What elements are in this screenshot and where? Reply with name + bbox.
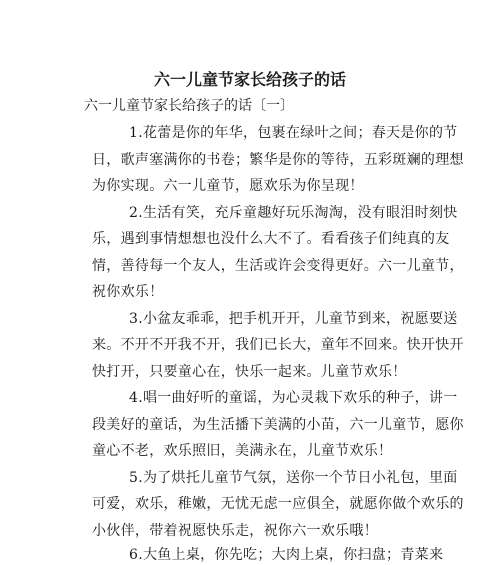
paragraph-3-line-3: 快打开，只要童心在，快乐一起来。儿童节欢乐！ — [92, 364, 407, 380]
paragraph-2-line-3: 情，善待每一个友人，生活或许会变得更好。六一儿童节， — [92, 258, 464, 274]
paragraph-5-line-2: 可爱，欢乐，稚嫩，无忧无虑一应俱全，就愿你做个欢乐的 — [92, 496, 464, 512]
paragraph-1-line-1: 1.花蕾是你的年华，包裹在绿叶之间；春天是你的节 — [129, 125, 458, 141]
paragraph-2-line-2: 乐，遇到事情想想也没什么大不了。看看孩子们纯真的友 — [92, 231, 450, 247]
paragraph-2-line-1: 2.生活有笑，充斥童趣好玩乐淘淘，没有眼泪时刻快 — [129, 205, 458, 221]
paragraph-4-line-1: 4.唱一曲好听的童谣，为心灵栽下欢乐的种子，讲一 — [129, 390, 458, 406]
paragraph-1-line-3: 为你实现。六一儿童节，愿欢乐为你呈现！ — [92, 178, 364, 194]
paragraph-6-line-1: 6.大鱼上桌，你先吃；大肉上桌，你扫盘；青菜来 — [129, 547, 444, 563]
paragraph-3-line-2: 来。不开不开我不开，我们已长大，童年不回来。快开快开 — [92, 337, 464, 353]
paragraph-1-line-2: 日，歌声塞满你的书卷；繁华是你的等待，五彩斑斓的理想 — [92, 152, 464, 168]
paragraph-4-line-3: 童心不老，欢乐照旧，美满永在，儿童节欢乐！ — [92, 443, 393, 459]
paragraph-3-line-1: 3.小盆友乖乖，把手机开开，儿童节到来，祝愿要送 — [129, 311, 458, 327]
paragraph-4-line-2: 段美好的童话，为生活播下美满的小苗，六一儿童节，愿你 — [92, 417, 464, 433]
paragraph-2-line-4: 祝你欢乐！ — [92, 284, 164, 300]
paragraph-5-line-1: 5.为了烘托儿童节气氛，送你一个节日小礼包，里面 — [129, 470, 458, 486]
document-title: 六一儿童节家长给孩子的话 — [153, 70, 346, 89]
paragraph-5-line-3: 小伙伴，带着祝愿快乐走，祝你六一欢乐哦！ — [92, 523, 378, 539]
document-subtitle: 六一儿童节家长给孩子的话〔一〕 — [84, 98, 294, 114]
